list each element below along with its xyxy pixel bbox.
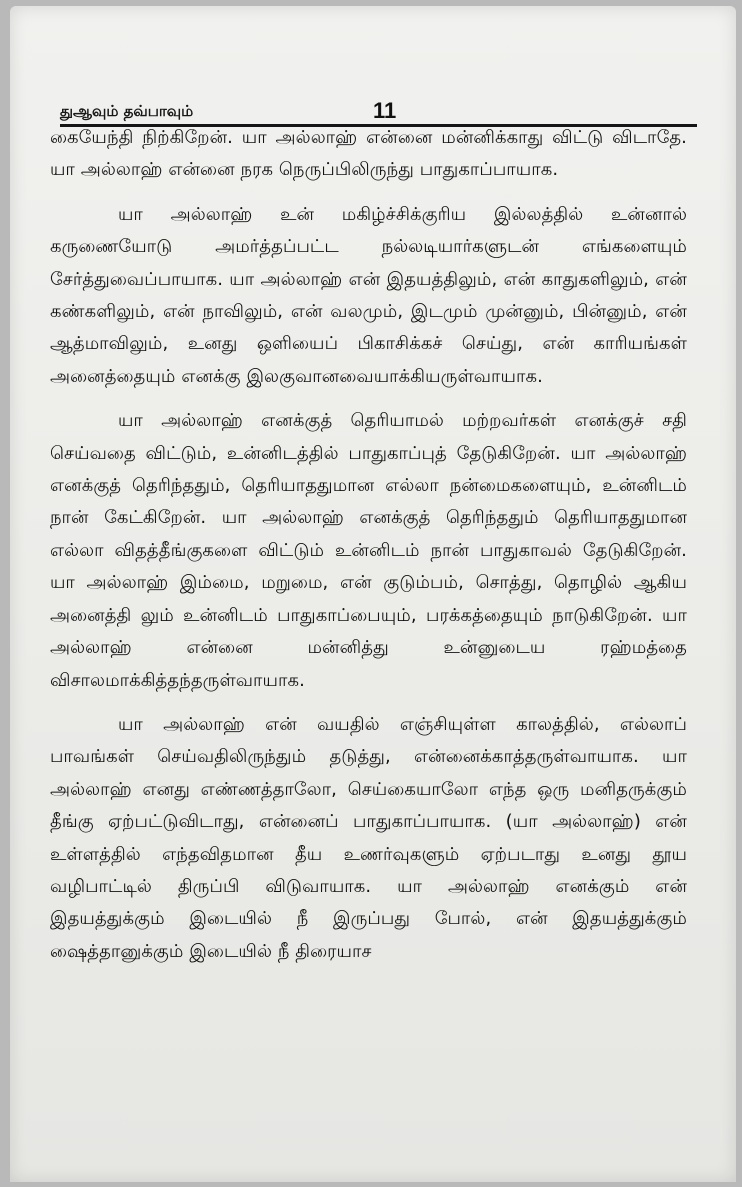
page-number: 11 <box>373 98 397 123</box>
paragraph: யா அல்லாஹ் எனக்குத் தெரியாமல் மற்றவர்கள் எனக்குச் சதி செய்வதை விட்டும், உன்னிடத்தில் பாதுகாப்புத் தேடுகிறேன். யா அல்லாஹ் எனக்குத் தெரிந்ததும், தெரியாததுமான எல்லா நன்மைகளையும், உன்னிடம் நான் கேட்கிறேன். யா அல்லாஹ் எனக்குத் தெரிந்ததும் தெரியாததுமான எல்லா விதத்தீங்குகளை விட்டும் உன்னிடம் நான் பாதுகாவல் தேடுகிறேன். யா அல்லாஹ் இம்மை, மறுமை, என் குடும்பம், சொத்து, தொழில் ஆகிய அனைத்தி லும் உன்னிடம் பாதுகாப்பையும், பரக்கத்தையும் நாடுகிறேன். யா அல்லாஹ் என்னை மன்னித்து உன்னுடைய ரஹ்மத்தை விசாலமாக்கித்தந்தருள்வாயாக. <box>50 410 687 691</box>
paragraph: யா அல்லாஹ் உன் மகிழ்ச்சிக்குரிய இல்லத்தில் உன்னால் கருணையோடு அமர்த்தப்பட்ட நல்லடியார்களுடன் எங்களையும் சேர்த்துவைப்பாயாக. யா அல்லாஹ் என் இதயத்திலும், என் காதுகளிலும், என் கண்களிலும், என் நாவிலும், என் வலமும், இடமும் முன்னும், பின்னும், என் ஆத்மாவிலும், உனது ஒளியைப் பிகாசிக்கச் செய்து, என் காரியங்கள் அனைத்தையும் எனக்கு இலகுவானவையாக்கியருள்வாயாக. <box>50 203 687 387</box>
running-title: துஆவும் தவ்பாவும் <box>60 102 194 120</box>
page-body <box>50 122 687 968</box>
paragraph: யா அல்லாஹ் என் வயதில் எஞ்சியுள்ள காலத்தில், எல்லாப் பாவங்கள் செய்வதிலிருந்தும் தடுத்து, என்னைக்காத்தருள்வாயாக. யா அல்லாஹ் எனது எண்ணத்தாலோ, செய்கையாலோ எந்த ஒரு மனிதருக்கும் தீங்கு ஏற்பட்டுவிடாது, என்னைப் பாதுகாப்பாயாக. (யா அல்லாஹ்) என் உள்ளத்தில் எந்தவிதமான தீய உணர்வுகளும் ஏற்படாது உனது தூய வழிபாட்டில் திருப்பி விடுவாயாக. யா அல்லாஹ் எனக்கும் என் இதயத்துக்கும் இடையில் நீ இருப்பது போல், என் இதயத்துக்கும் ஷைத்தானுக்கும் இடையில் நீ திரையாச <box>50 713 687 962</box>
paragraph: கையேந்தி நிற்கிறேன். யா அல்லாஹ் என்னை மன்னிக்காது விட்டு விடாதே. யா அல்லாஹ் என்னை நரக நெருப்பிலிருந்து பாதுகாப்பாயாக. <box>50 127 687 181</box>
